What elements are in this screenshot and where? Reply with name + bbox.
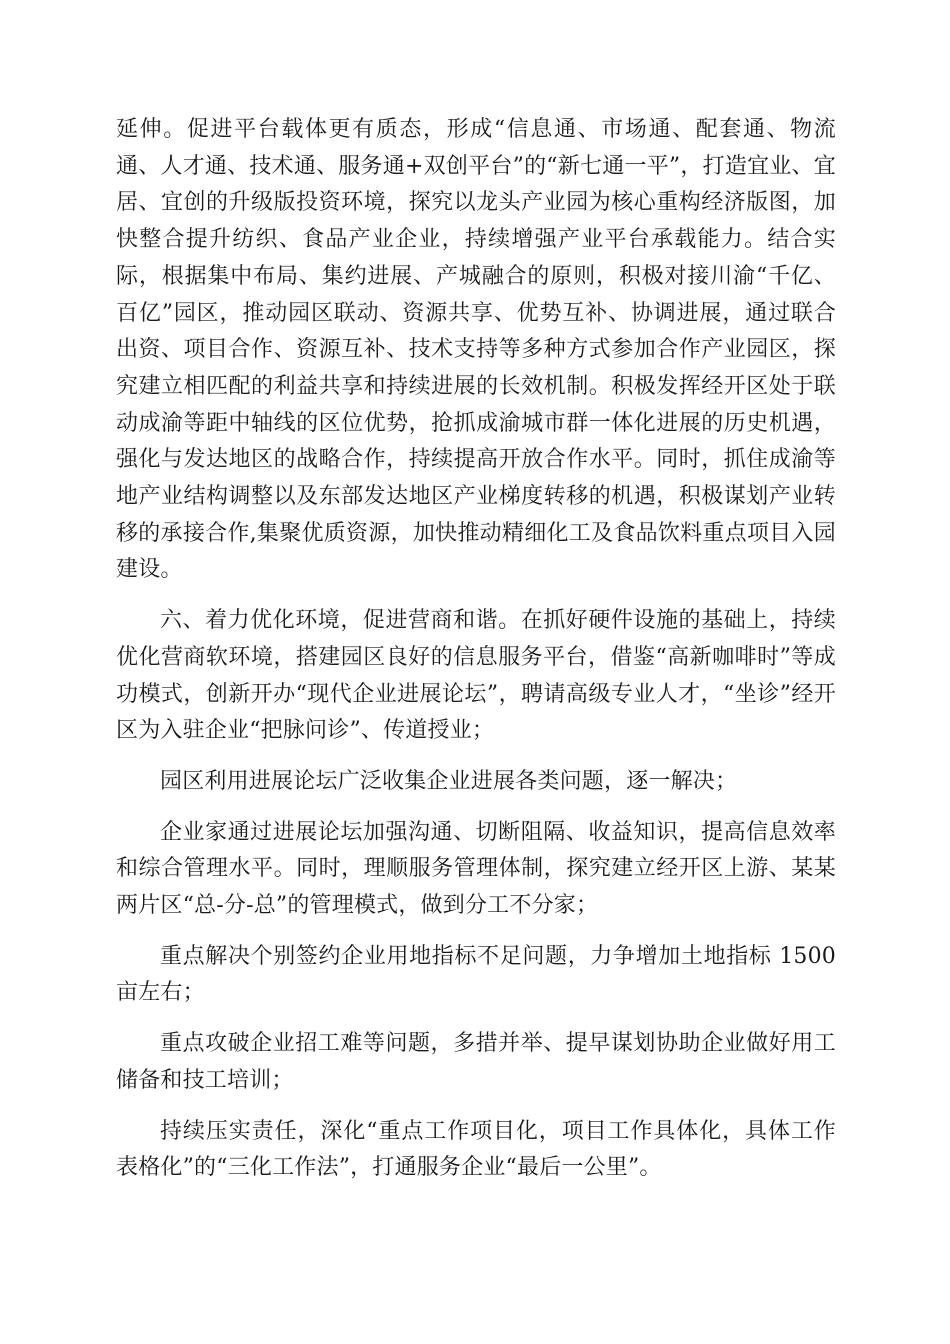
paragraph-section-six: 六、着力优化环境，促进营商和谐。在抓好硬件设施的基础上，持续优化营商软环境，搭建园区良好的信息服务平台，借鉴“高新咖啡时”等成功模式，创新开办“现代企业进展论坛”，聘请高级专业人才，“坐诊”经开区为入驻企业“把脉问诊”、传道授业；	[116, 608, 836, 744]
paragraph-entrepreneurs: 企业家通过进展论坛加强沟通、切断阻隔、收益知识，提高信息效率和综合管理水平。同时，理顺服务管理体制，探究建立经开区上游、某某两片区“总-分-总”的管理模式，做到分工不分家；	[116, 819, 836, 919]
paragraph-land-quota: 重点解决个别签约企业用地指标不足问题，力争增加土地指标 1500 亩左右；	[116, 943, 836, 1006]
paragraph-responsibility: 持续压实责任，深化“重点工作项目化，项目工作具体化，具体工作表格化”的“三化工作法”，打通服务企业“最后一公里”。	[116, 1118, 836, 1181]
paragraph-forum-issues: 园区利用进展论坛广泛收集企业进展各类问题，逐一解决；	[160, 768, 738, 794]
paragraph-continuation: 延伸。促进平台载体更有质态，形成“信息通、市场通、配套通、物流通、人才通、技术通、服务通+双创平台”的“新七通一平”，打造宜业、宜居、宜创的升级版投资环境，探究以龙头产业园为核心重构经济版图，加快整合提升纺织、食品产业企业，持续增强产业平台承载能力。结合实际，根据集中布局、集约进展、产城融合的原则，积极对接川渝“千亿、百亿”园区，推动园区联动、资源共享、优势互补、协调进展，通过联合出资、项目合作、资源互补、技术支持等多种方式参加合作产业园区，探究建立相匹配的利益共享和持续进展的长效机制。积极发挥经开区处于联动成渝等距中轴线的区位优势，抢抓成渝城市群一体化进展的历史机遇，强化与发达地区的战略合作，持续提高开放合作水平。同时，抓住成渝等地产业结构调整以及东部发达地区产业梯度转移的机遇，积极谋划产业转移的承接合作,集聚优质资源，加快推动精细化工及食品饮料重点项目入园建设。	[116, 117, 836, 583]
document-body	[116, 112, 836, 1201]
paragraph-recruitment: 重点攻破企业招工难等问题，多措并举、提早谋划协助企业做好用工储备和技工培训；	[116, 1031, 836, 1093]
